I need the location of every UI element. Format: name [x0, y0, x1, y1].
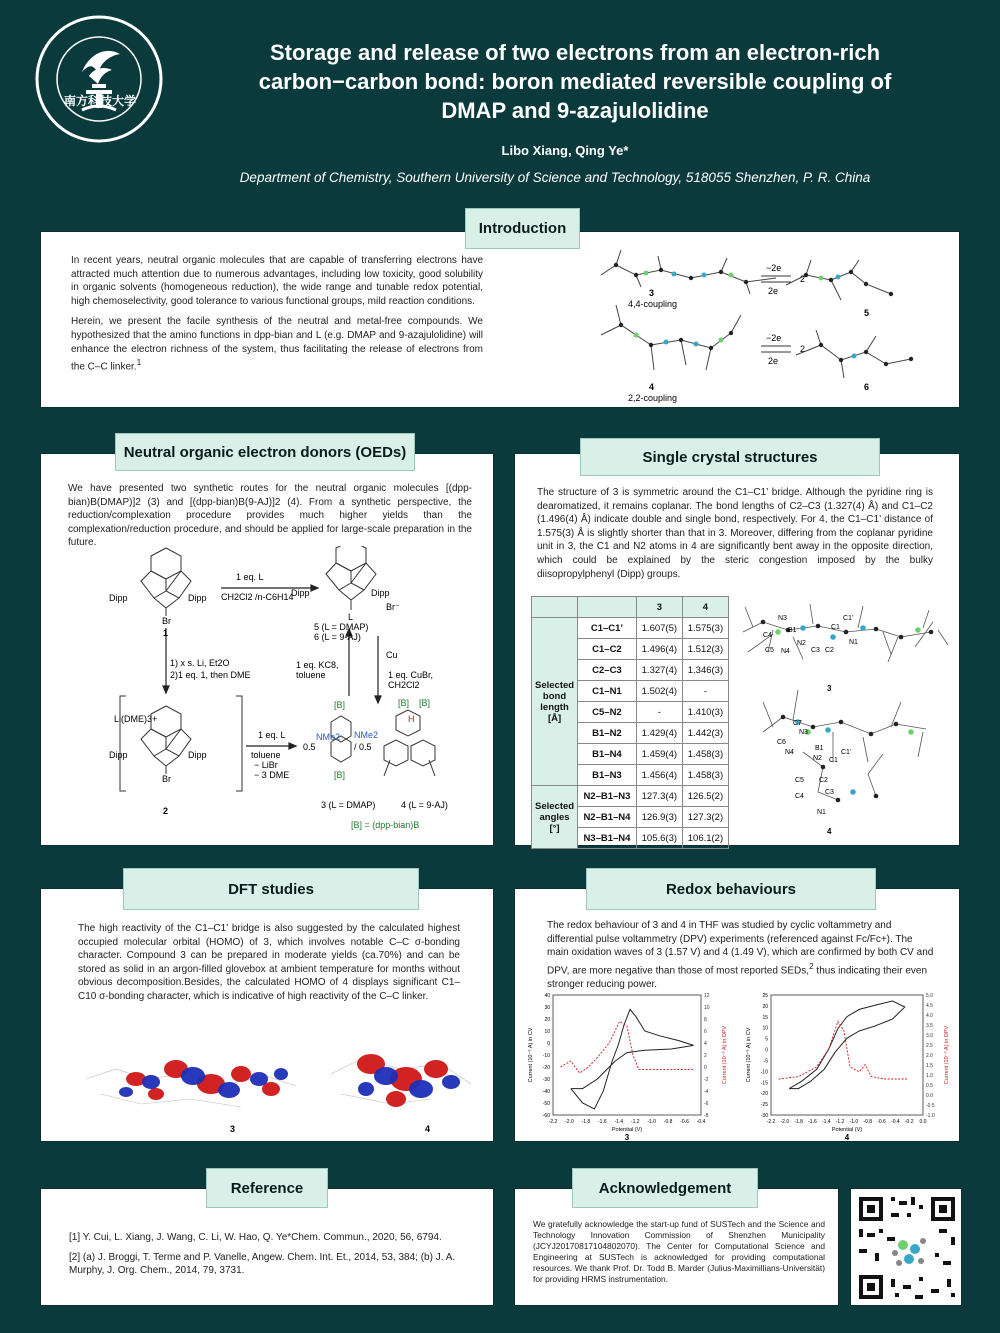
dft-heading: DFT studies — [123, 868, 419, 910]
reference-1: [1] Y. Cui, L. Xiang, J. Wang, C. Li, W. Hao, Q. Ye*Chem. Commun., 2020, 56, 6794. — [69, 1232, 442, 1243]
y2-tick-label: 3.0 — [926, 1033, 933, 1039]
value-4: - — [682, 681, 728, 702]
atom-n1-3: N1 — [849, 639, 858, 646]
oed-dipp-3: Dipp — [291, 588, 310, 598]
value-3: 127.3(4) — [636, 786, 682, 807]
y2-tick-label: -2 — [704, 1077, 709, 1083]
oed-b-4a: [B] — [398, 698, 410, 708]
introduction-heading: Introduction — [465, 208, 580, 249]
intro-paragraph-2-text: Herein, we present the facile synthesis of the neutral and metal-free compounds. We hypothesized that the amino functions in dpp-bian and L (e.g. DMAP and 9-azajulolidine) will enhance the electron richness of the system, thus facilitating the release of electrons from the C–C linker. — [71, 316, 483, 373]
bond-name: N2–B1–N4 — [578, 807, 637, 828]
value-3: - — [636, 702, 682, 723]
y-tick-label: -20 — [760, 1091, 768, 1098]
y2-tick-label: -6 — [704, 1101, 709, 1107]
y2-tick-label: 8 — [704, 1017, 707, 1023]
affiliation: Department of Chemistry, Southern University of Science and Technology, 518055 Shenzhen, P. R. China — [239, 170, 871, 185]
oed-li-step-1: 1) x s. Li, Et2O — [170, 658, 230, 668]
value-3: 126.9(3) — [636, 807, 682, 828]
chart-label: 3 — [624, 1133, 630, 1141]
atom-n3-3: N3 — [778, 615, 787, 622]
oed-b-bot-3: [B] — [334, 770, 346, 780]
atom-b1-3: B1 — [788, 627, 797, 634]
oed-solvent-1: CH2Cl2 /n-C6H14 — [221, 592, 294, 602]
qr-code[interactable] — [850, 1188, 962, 1306]
oed-product-4: 4 (L = 9-AJ) — [401, 800, 448, 810]
redox-citation: 2 — [809, 960, 814, 971]
bond-table — [531, 596, 729, 849]
table-row — [532, 786, 729, 807]
y-tick-label: -5 — [763, 1058, 768, 1065]
oed-toluene: toluene — [251, 750, 281, 760]
atom-c1-3: C1 — [831, 624, 840, 631]
y2-tick-label: 4.5 — [926, 1003, 933, 1009]
oed-h-label: H — [408, 714, 415, 724]
authors: Libo Xiang, Qing Ye* — [501, 143, 629, 158]
dft-text: The high reactivity of the C1–C1’ bridge is also suggested by the calculated highest occupied molecular orbital (HOMO) of 3, which involves notable C–C σ-bonding character. Compound 3 can be prepared in moderate yields (ca.70%) and can be stored as solid in an argon-filled glovebox at ambient temperature for months without obvious decomposition.Besides, the calculated HOMO of 4 displays significant C1–C10 σ-bonding character, which is indicative of high reactivity of the C–C linker. — [78, 923, 460, 1002]
value-4: 1.512(3) — [682, 639, 728, 660]
homo-label-4: 4 — [425, 1124, 431, 1134]
university-logo — [34, 14, 164, 144]
y2-tick-label: 6 — [704, 1029, 707, 1035]
x-tick-label: -1.8 — [581, 1119, 591, 1125]
atom-c2-3: C2 — [825, 647, 834, 654]
homo-label-3: 3 — [230, 1124, 236, 1134]
y-tick-label: 5 — [765, 1036, 768, 1043]
x-tick-label: -0.8 — [863, 1119, 873, 1125]
value-4: 1.346(3) — [682, 660, 728, 681]
oed-product-6: 6 (L = 9-AJ) — [314, 632, 361, 642]
reference-list — [69, 1231, 469, 1284]
crystal-heading: Single crystal structures — [580, 438, 880, 476]
y-tick-label: -30 — [760, 1113, 768, 1119]
oed-dipp-1: Dipp — [109, 593, 128, 603]
intro-compound-3: 3 — [649, 288, 655, 298]
atom-b1-4: B1 — [815, 745, 824, 752]
oed-half: 0.5 — [303, 742, 316, 752]
value-3: 1.459(4) — [636, 744, 682, 765]
x-tick-label: -1.4 — [821, 1119, 831, 1125]
cv-chart-4 — [741, 989, 955, 1141]
oed-dipp-2: Dipp — [188, 593, 207, 603]
atom-n2-4: N2 — [813, 755, 822, 762]
y-tick-label: 25 — [762, 993, 768, 999]
crystal-text: The structure of 3 is symmetric around the C1–C1’ bridge. Although the pyridine ring is dearomatized, it remains coplanar. The bond lengths of C2–C3 (1.327(4) Å) and C1–C2 (1.496(4) Å) indicate double and single bond, respectively. For 4, the C1–C1’ distance of 1.575(3) Å is slightly shorter than that in 3. Moreover, differing from the coplanar pyridine unit in 3, the C1 and N2 atoms in 4 are significantly bent away in the opposite direction, which could be explained by the steric congestion imposed by the bulky diisopropylphenyl (Dipp) groups. — [537, 487, 933, 580]
y-tick-label: 20 — [762, 1003, 768, 1010]
y2-tick-label: 2.5 — [926, 1043, 933, 1049]
bond-name: C2–C3 — [578, 660, 637, 681]
x-tick-label: -1.0 — [647, 1119, 656, 1125]
y2-tick-label: -0.5 — [926, 1103, 935, 1109]
y2-axis-label: Current (10⁻⁶ A) in DPV — [944, 1025, 950, 1085]
intro-compound-5: 5 — [864, 308, 870, 318]
intro-citation: 1 — [136, 357, 142, 368]
y-tick-label: -15 — [760, 1080, 768, 1087]
x-axis-label: Potential (V) — [831, 1127, 863, 1133]
y-tick-label: 10 — [762, 1025, 768, 1032]
y-tick-label: 0 — [765, 1047, 768, 1054]
oed-cubr: 1 eq. CuBr, — [388, 670, 434, 680]
x-tick-label: -0.6 — [877, 1119, 886, 1125]
value-4: 127.3(2) — [682, 807, 728, 828]
y-tick-label: -30 — [542, 1077, 550, 1083]
bond-rows — [532, 618, 729, 849]
plot-frame — [771, 995, 923, 1115]
y2-tick-label: 2.0 — [926, 1053, 933, 1059]
x-tick-label: -0.8 — [663, 1119, 673, 1125]
atom-n4-4: N4 — [785, 749, 794, 756]
acknowledgement-heading: Acknowledgement — [572, 1168, 758, 1208]
y2-tick-label: 10 — [704, 1005, 710, 1011]
redox-text-end: thus indicating their even stronger reducing power. — [547, 965, 928, 990]
oed-product-3: 3 (L = DMAP) — [321, 800, 376, 810]
intro-paragraph-2 — [71, 315, 483, 374]
value-4: 126.5(2) — [682, 786, 728, 807]
oed-half-b: / 0.5 — [354, 742, 372, 752]
atom-c1-4: C1 — [829, 757, 838, 764]
table-header-3: 3 — [636, 597, 682, 618]
table-corner — [532, 597, 578, 618]
y-axis-label: Current (10⁻⁶ A) in CV — [746, 1027, 752, 1083]
crystal-panel — [514, 453, 960, 846]
bond-name: B1–N3 — [578, 765, 637, 786]
oed-kc8-solvent: toluene — [296, 670, 326, 680]
intro-label-4-4: 4,4-coupling — [628, 299, 678, 309]
redox-text-main: The redox behaviour of 3 and 4 in THF was studied by cyclic voltammetry and differential pulse voltammetry (DPV) experiments (referenced against Fc/Fc+). The main oxidation waves of 3 (1.57 V) and 4 (1.49 V), which are confirmed by both CV and DPV, are more negative than those of most reported SEDs, — [547, 920, 934, 977]
bond-name: N2–B1–N3 — [578, 786, 637, 807]
oed-b-top-3: [B] — [334, 700, 346, 710]
oed-b-key: [B] = (dpp-bian)B — [351, 820, 420, 830]
intro-two-1: 2 — [800, 274, 806, 284]
y2-tick-label: -1.0 — [926, 1113, 935, 1119]
oed-ligand-l: L — [348, 612, 354, 622]
dpv-curve — [560, 1021, 693, 1073]
x-tick-label: -0.2 — [904, 1119, 914, 1125]
x-tick-label: -0.4 — [696, 1119, 706, 1125]
structure-label-3: 3 — [827, 684, 832, 693]
oed-cubr-solvent: CH2Cl2 — [388, 680, 420, 690]
atom-c6-4: C6 — [777, 739, 786, 746]
bond-name: B1–N2 — [578, 723, 637, 744]
intro-minus2e-2: −2e — [766, 333, 782, 343]
y-tick-label: -60 — [542, 1113, 550, 1119]
y2-axis-label: Current (10⁻⁶ A) in DPV — [722, 1025, 728, 1085]
oed-br-1: Br — [162, 616, 171, 626]
atom-c3-3: C3 — [811, 647, 820, 654]
y-tick-label: 15 — [762, 1014, 768, 1021]
bond-name: C1–C1’ — [578, 618, 637, 639]
value-3: 1.496(4) — [636, 639, 682, 660]
y-tick-label: -20 — [542, 1065, 550, 1071]
atom-n4-3: N4 — [781, 648, 790, 655]
value-3: 1.456(4) — [636, 765, 682, 786]
atom-c1p-4: C1’ — [841, 749, 852, 756]
oed-scheme — [106, 546, 486, 842]
x-tick-label: -1.6 — [598, 1119, 607, 1125]
crystal-structures — [733, 592, 955, 842]
oed-compound-2: 2 — [163, 806, 169, 816]
bond-name: N3–B1–N4 — [578, 828, 637, 849]
redox-text — [547, 919, 937, 991]
introduction-panel — [40, 231, 960, 408]
oed-br-2: Br — [162, 774, 171, 784]
x-tick-label: -1.6 — [808, 1119, 817, 1125]
x-tick-label: -1.2 — [630, 1119, 640, 1125]
oed-br-minus: Br⁻ — [386, 602, 400, 612]
group-angles: Selected angles [°] — [532, 786, 578, 849]
value-4: 1.458(3) — [682, 765, 728, 786]
y2-tick-label: 3.5 — [926, 1023, 933, 1029]
reference-heading: Reference — [206, 1168, 328, 1208]
x-tick-label: -2.0 — [565, 1119, 574, 1125]
atom-c3-4: C3 — [825, 789, 834, 796]
value-3: 1.327(4) — [636, 660, 682, 681]
redox-heading: Redox behaviours — [586, 868, 876, 910]
intro-two-2: 2 — [800, 344, 806, 354]
y-tick-label: 10 — [544, 1029, 550, 1035]
cv-curve — [789, 1001, 905, 1089]
y-tick-label: -50 — [542, 1101, 550, 1107]
atom-n3-4: N3 — [799, 729, 808, 736]
group-bond-length: Selected bond length [Å] — [532, 618, 578, 786]
y-tick-label: 20 — [544, 1017, 550, 1023]
x-tick-label: -2.2 — [766, 1119, 776, 1125]
cv-chart-3 — [523, 989, 733, 1141]
title-line-1: Storage and release of two electrons from an electron-rich — [269, 40, 881, 65]
introduction-text — [71, 254, 483, 381]
oed-heading: Neutral organic electron donors (OEDs) — [115, 433, 415, 471]
oed-product-5: 5 (L = DMAP) — [314, 622, 369, 632]
atom-c1p-3: C1’ — [843, 615, 854, 622]
intro-plus2e-1: 2e — [768, 286, 779, 296]
y2-tick-label: 1.5 — [926, 1063, 933, 1069]
y-tick-label: -40 — [542, 1089, 550, 1095]
intro-minus2e-1: −2e — [766, 263, 782, 273]
dpv-curve — [779, 1021, 908, 1079]
y-tick-label: -25 — [760, 1102, 768, 1109]
value-4: 1.442(3) — [682, 723, 728, 744]
value-3: 1.607(5) — [636, 618, 682, 639]
value-4: 1.575(3) — [682, 618, 728, 639]
atom-c5-4: C5 — [795, 777, 804, 784]
x-axis-label: Potential (V) — [611, 1127, 643, 1133]
title-line-3: DMAP and 9-azajulolidine — [441, 98, 709, 123]
oed-nme2-2: NMe2 — [354, 730, 379, 740]
atom-c4-3: C4 — [763, 632, 772, 639]
oed-leq: 1 eq. L — [258, 730, 286, 740]
intro-compound-6: 6 — [864, 382, 870, 392]
oed-nme2-1: NMe2 — [316, 732, 341, 742]
oed-dipp-4: Dipp — [371, 588, 390, 598]
x-tick-label: -1.4 — [614, 1119, 624, 1125]
oed-dipp-5: Dipp — [109, 750, 128, 760]
chart-label: 4 — [844, 1133, 850, 1141]
title-line-2: carbon−carbon bond: boron mediated reversible coupling of — [258, 69, 892, 94]
y-axis-label: Current (10⁻⁶ A) in CV — [528, 1027, 534, 1083]
x-tick-label: -1.8 — [794, 1119, 803, 1125]
oed-reagent-1: 1 eq. L — [236, 572, 264, 582]
table-corner-2 — [578, 597, 637, 618]
y2-tick-label: 0.5 — [926, 1083, 933, 1089]
atom-c2-4: C2 — [819, 777, 828, 784]
atom-n2-3: N2 — [797, 640, 806, 647]
intro-compound-4: 4 — [649, 382, 655, 392]
y2-tick-label: -8 — [704, 1113, 709, 1119]
y-tick-label: -10 — [760, 1069, 768, 1076]
bond-name: C5–N2 — [578, 702, 637, 723]
y2-tick-label: 4.0 — [926, 1013, 933, 1019]
intro-paragraph-1: In recent years, neutral organic molecules that are capable of transferring electrons have attracted much attention due to numerous advantages, including low toxicity, good solubility in organic solvents (homogeneous reduction), the wide range and tunable redox potential, high chemoselectivity, good tolerance to various functional groups, mild reaction conditions. — [71, 255, 483, 307]
acknowledgement-text: We gratefully acknowledge the start-up fund of SUSTech and the Science and Technology Innovation Commission of Shenzhen Municipality (JCYJ20170817104802070). The Center for Computational Science and Engineering at SUSTech is acknowledged for providing computational resources. We thank Prof. Dr. Todd B. Marder (Julius-Maximillians-Universität) for providing HRMS instrumentation. — [533, 1219, 825, 1284]
oed-b-4b: [B] — [419, 698, 431, 708]
value-4: 1.458(3) — [682, 744, 728, 765]
x-tick-label: 0.0 — [919, 1119, 927, 1125]
y-tick-label: -10 — [542, 1053, 550, 1059]
x-tick-label: -1.2 — [835, 1119, 845, 1125]
value-4: 106.1(2) — [682, 828, 728, 849]
bond-name: B1–N4 — [578, 744, 637, 765]
y2-tick-label: 2 — [704, 1053, 707, 1059]
structure-label-4: 4 — [827, 827, 832, 836]
qr-pattern-icon — [851, 1189, 963, 1307]
x-tick-label: -2.0 — [780, 1119, 790, 1125]
oed-text: We have presented two synthetic routes for the neutral organic molecules [(dpp-bian)B(DMAP)]2 (3) and [(dpp-bian)B(9-AJ)]2 (4). From a synthetic perspective, the reduction/complexation procedure provides much higher yields than the complexation/reduction procedure, and should be applied for large-scale preparation in the future. — [68, 483, 472, 549]
x-tick-label: -0.4 — [891, 1119, 900, 1125]
intro-label-2-2: 2,2-coupling — [628, 393, 678, 403]
atom-n1-4: N1 — [817, 809, 826, 816]
oed-panel — [40, 453, 494, 846]
oed-dipp-6: Dipp — [188, 750, 207, 760]
oed-libr: − LiBr — [254, 760, 278, 770]
reference-2: [2] (a) J. Broggi, T. Terme and P. Vanelle, Angew. Chem. Int. Et., 2014, 53, 384; (b) J. A. Murphy, J. Org. Chem., 2014, 79, 3731. — [69, 1251, 456, 1277]
y2-tick-label: 12 — [704, 993, 710, 999]
plot-frame — [553, 995, 701, 1115]
y2-tick-label: 0 — [704, 1065, 707, 1071]
bond-name: C1–C2 — [578, 639, 637, 660]
y2-tick-label: -4 — [704, 1089, 709, 1095]
x-tick-label: -1.0 — [849, 1119, 859, 1125]
y-tick-label: 30 — [544, 1005, 550, 1011]
value-3: 1.502(4) — [636, 681, 682, 702]
value-3: 105.6(3) — [636, 828, 682, 849]
x-tick-label: -2.2 — [548, 1119, 558, 1125]
atom-c7-4: C7 — [793, 720, 802, 727]
poster-title — [190, 38, 960, 125]
oed-kc8: 1 eq. KC8, — [296, 660, 339, 670]
x-tick-label: -0.6 — [680, 1119, 689, 1125]
redox-panel — [514, 888, 960, 1142]
bond-name: C1–N1 — [578, 681, 637, 702]
logo-chinese-text: 南方科技大学 — [63, 94, 136, 108]
y2-tick-label: 0.0 — [926, 1093, 933, 1099]
table-header-4: 4 — [682, 597, 728, 618]
dft-panel — [40, 888, 494, 1142]
y2-tick-label: 4 — [704, 1041, 707, 1047]
oed-dme: − 3 DME — [254, 770, 290, 780]
y2-tick-label: 5.0 — [926, 993, 933, 999]
oed-li-step-2: 2)1 eq. 1, then DME — [170, 670, 251, 680]
y-tick-label: 40 — [544, 993, 550, 999]
oed-li-dme: Li(DME)3+ — [114, 714, 158, 724]
value-3: 1.429(4) — [636, 723, 682, 744]
intro-plus2e-2: 2e — [768, 356, 779, 366]
intro-scheme — [576, 240, 956, 405]
table-row — [532, 618, 729, 639]
oed-compound-1: 1 — [163, 628, 169, 638]
y2-tick-label: 1.0 — [926, 1073, 933, 1079]
homo-orbitals — [81, 1034, 481, 1139]
atom-c5-3: C5 — [765, 647, 774, 654]
cv-curve — [571, 1009, 694, 1109]
value-4: 1.410(3) — [682, 702, 728, 723]
y-tick-label: 0 — [547, 1041, 550, 1047]
atom-c4-4: C4 — [795, 793, 804, 800]
oed-cu: Cu — [386, 650, 398, 660]
